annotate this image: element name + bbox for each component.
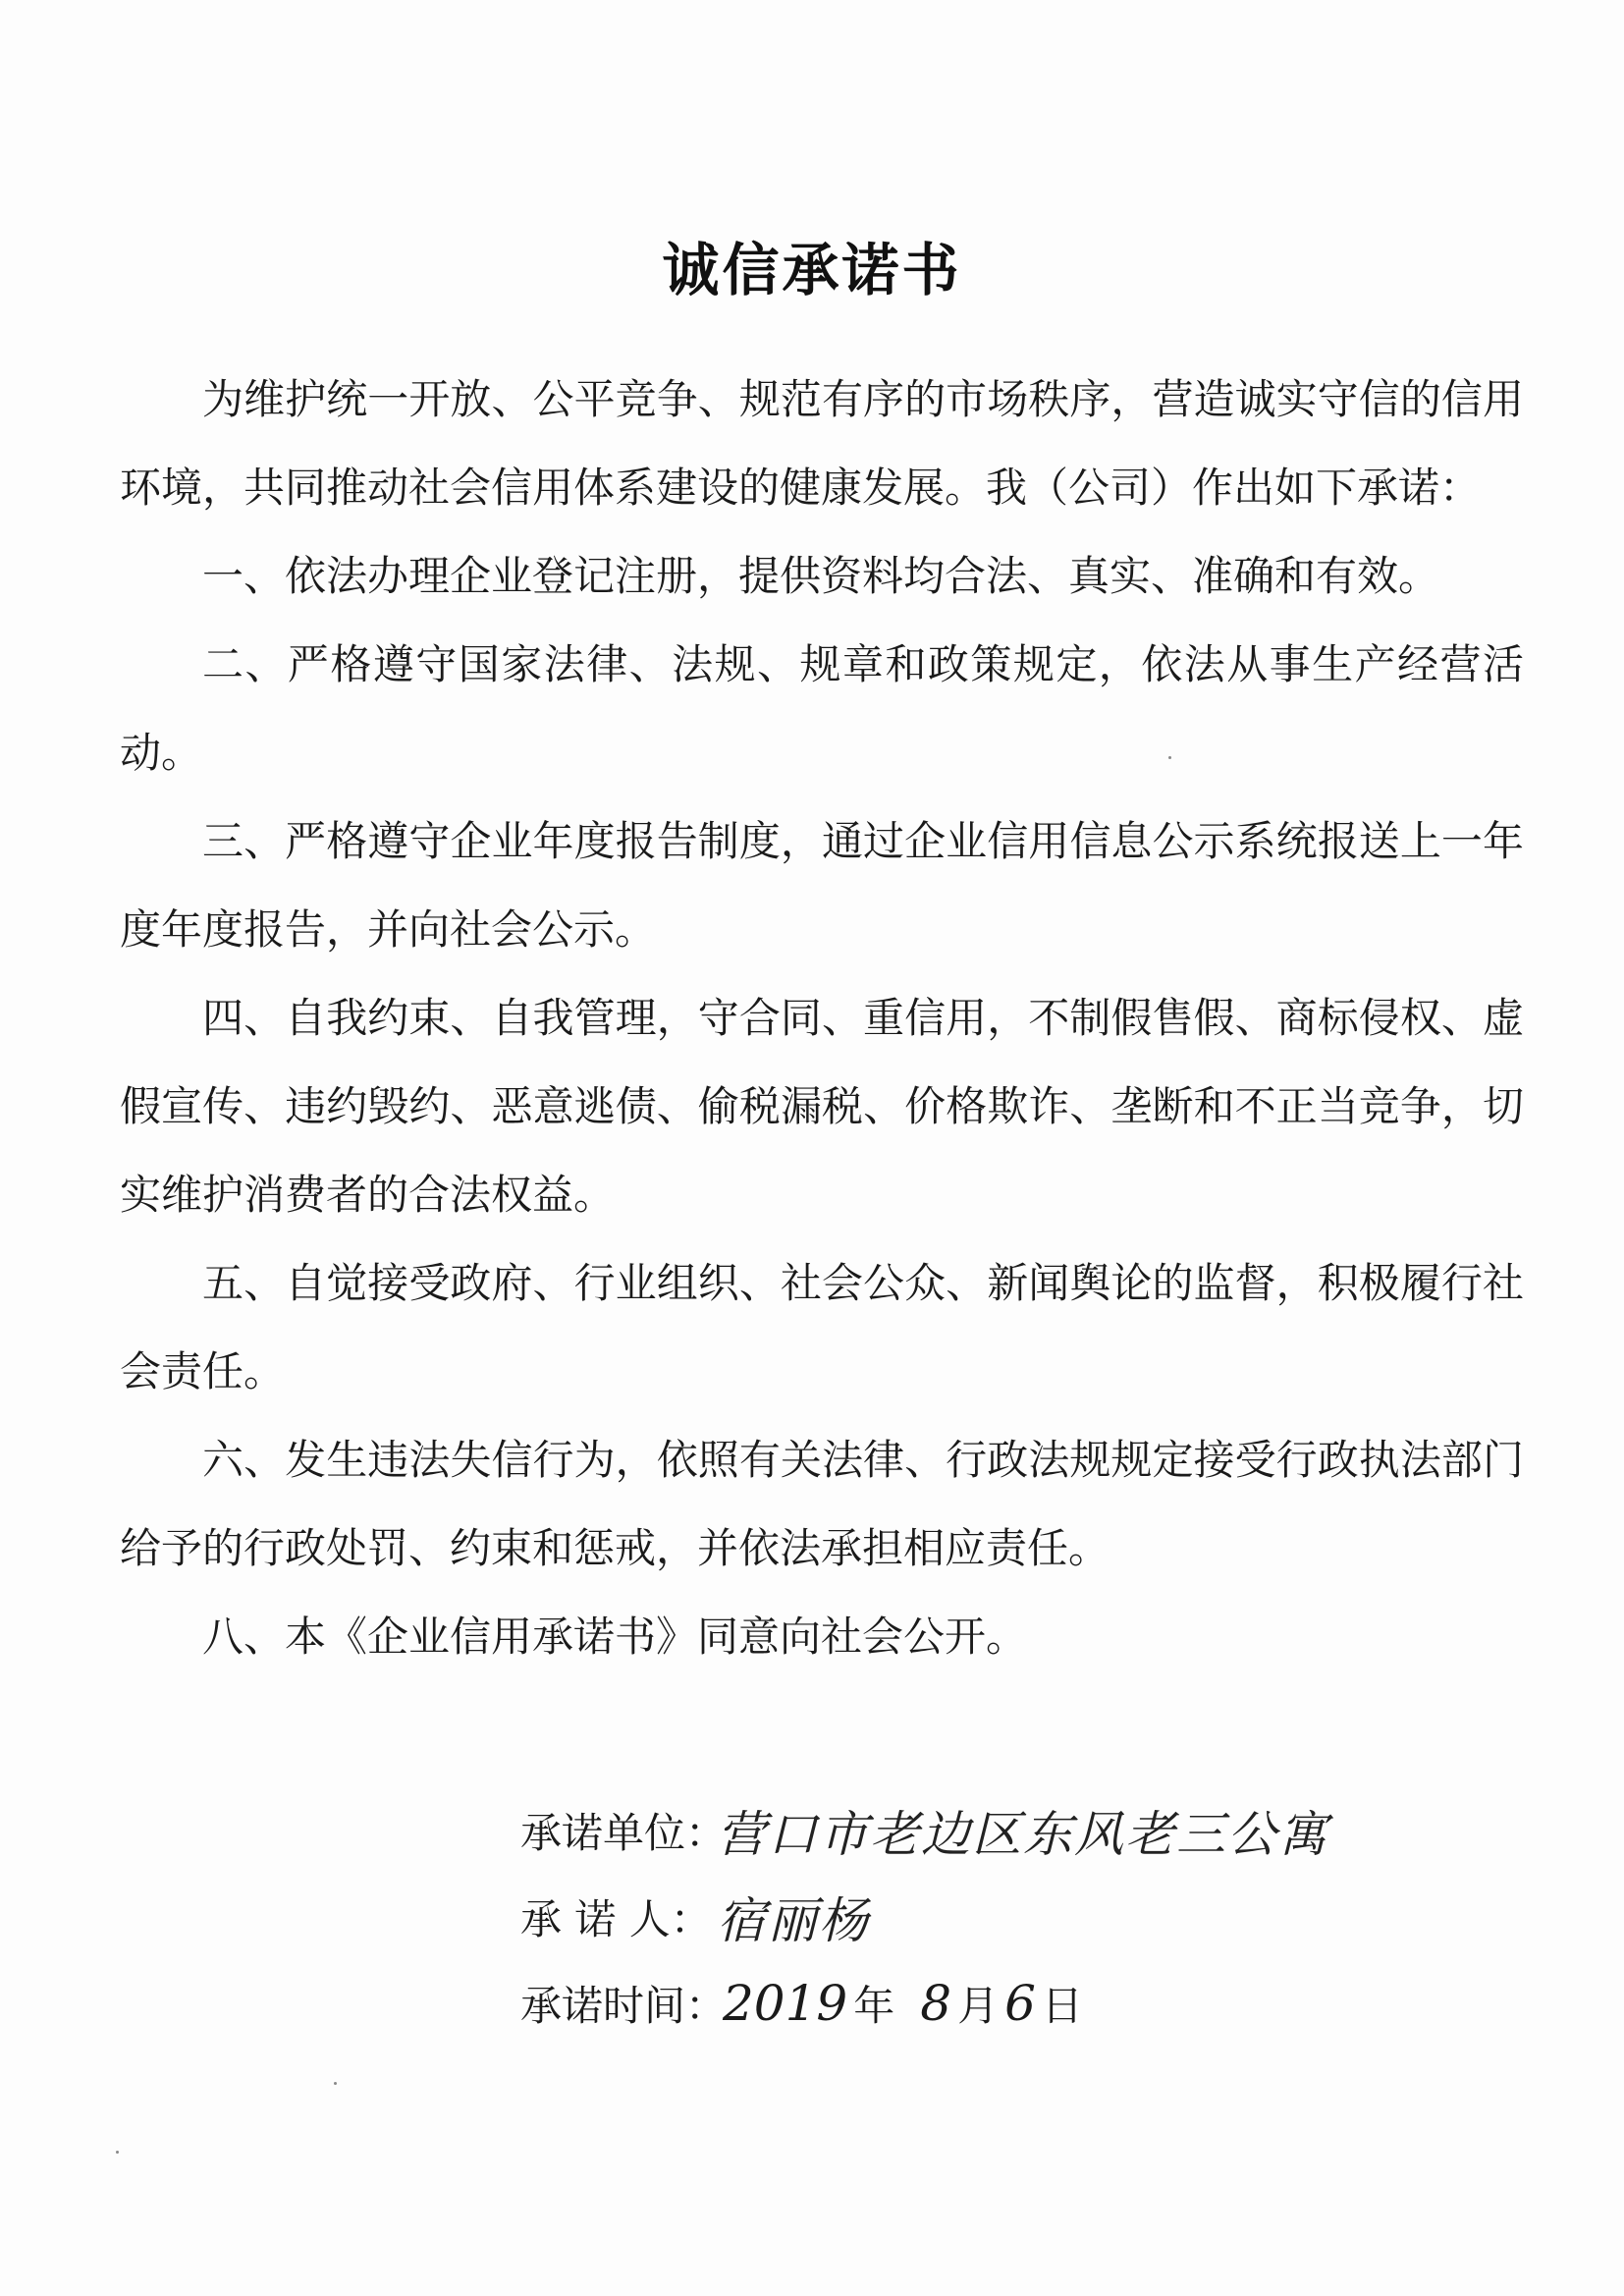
signature-person-row — [520, 1874, 1404, 1960]
paragraph-item-4: 四、自我约束、自我管理，守合同、重信用，不制假售假、商标侵权、虚假宣传、违约毁约、恶意逃债、偷税漏税、价格欺诈、垄断和不正当竞争，切实维护消费者的合法权益。 — [120, 994, 1524, 1219]
document-title: 诚信承诺书 — [662, 237, 962, 303]
scan-speck — [116, 2151, 119, 2154]
unit-label: 承诺单位： — [520, 1809, 728, 1857]
handwritten-unit: 营口市老边区东风老三公寓 — [717, 1806, 1329, 1863]
handwritten-signature: 宿丽杨 — [717, 1892, 870, 1949]
date-label: 承诺时间： — [520, 1982, 728, 2030]
paragraph-item-3: 三、严格遵守企业年度报告制度，通过企业信用信息公示系统报送上一年度年度报告，并向社会公示。 — [120, 817, 1524, 954]
date-month: 8 — [920, 1975, 952, 2032]
paragraph-item-6: 六、发生违法失信行为，依照有关法律、行政法规规定接受行政执法部门给予的行政处罚、约束和惩戒，并依法承担相应责任。 — [120, 1436, 1524, 1572]
person-label: 承 诺 人： — [520, 1895, 712, 1943]
scan-speck — [334, 2082, 337, 2085]
signature-block — [520, 1787, 1404, 2047]
date-day-unit: 日 — [1041, 1982, 1083, 2030]
date-day: 6 — [1004, 1975, 1036, 2032]
paragraph-item-5: 五、自觉接受政府、行业组织、社会公众、新闻舆论的监督，积极履行社会责任。 — [120, 1259, 1524, 1395]
signature-date-row — [520, 1960, 1404, 2047]
document-body — [120, 355, 1524, 1681]
paragraph-item-8: 八、本《企业信用承诺书》同意向社会公开。 — [202, 1613, 1028, 1661]
scan-speck — [1168, 756, 1171, 759]
paragraph-intro: 为维护统一开放、公平竞争、规范有序的市场秩序，营造诚实守信的信用环境，共同推动社会信用体系建设的健康发展。我（公司）作出如下承诺： — [120, 375, 1524, 512]
signature-unit-row — [520, 1787, 1404, 1874]
paragraph-item-2: 二、严格遵守国家法律、法规、规章和政策规定，依法从事生产经营活动。 — [120, 640, 1524, 777]
date-year-unit: 年 — [853, 1982, 895, 2030]
date-month-unit: 月 — [957, 1982, 1000, 2030]
paragraph-item-1: 一、依法办理企业登记注册，提供资料均合法、真实、准确和有效。 — [202, 552, 1440, 600]
date-year: 2019 — [723, 1975, 848, 2032]
